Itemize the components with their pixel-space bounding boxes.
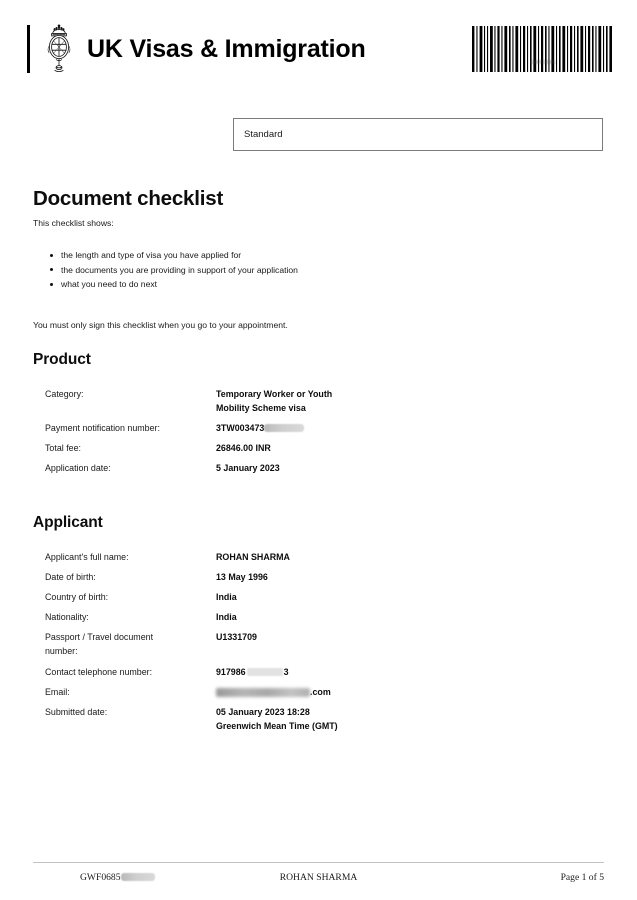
section-heading-applicant: Applicant	[33, 514, 103, 531]
barcode-block	[471, 26, 615, 68]
page-title: Document checklist	[33, 187, 224, 210]
footer-page-number: Page 1 of 5	[560, 872, 604, 883]
redaction-bar	[264, 424, 304, 432]
field-value-line1: 05 January 2023 18:28	[216, 707, 310, 717]
email-suffix: .com	[310, 687, 331, 697]
field-label: Country of birth:	[45, 592, 109, 602]
field-value: U1331709	[216, 632, 257, 642]
field-label: Date of birth:	[45, 572, 96, 582]
field-value: India	[216, 592, 237, 602]
checklist-bullets	[50, 248, 298, 292]
footer-divider	[33, 862, 604, 863]
field-label: Payment notification number:	[45, 423, 160, 433]
page-masthead	[0, 0, 637, 100]
field-label: Total fee:	[45, 443, 82, 453]
field-value: 5 January 2023	[216, 463, 280, 473]
service-level-value: Standard	[244, 129, 283, 140]
intro-text: This checklist shows:	[33, 218, 114, 228]
field-value: India	[216, 612, 237, 622]
footer-applicant-name: ROHAN SHARMA	[279, 872, 358, 883]
phone-prefix: 917986	[216, 667, 246, 677]
field-value: ROHAN SHARMA	[216, 552, 290, 562]
field-value-line1: Temporary Worker or Youth	[216, 389, 333, 399]
brand-divider-bar	[27, 25, 30, 73]
field-value-line2: Mobility Scheme visa	[216, 402, 306, 413]
field-value-line2: Greenwich Mean Time (GMT)	[216, 720, 338, 731]
redaction-bar	[216, 688, 310, 697]
barcode-caption: GWF0685	[530, 60, 556, 66]
phone-suffix: 3	[283, 667, 289, 677]
field-value-text: 3TW003473	[216, 423, 265, 433]
list-item: what you need to do next	[50, 277, 298, 292]
field-value	[216, 706, 338, 733]
field-value: 13 May 1996	[216, 572, 268, 582]
field-value	[216, 686, 331, 700]
list-item: the documents you are providing in support of your application	[50, 263, 298, 278]
field-value: 26846.00 INR	[216, 443, 271, 453]
field-label: Applicant's full name:	[45, 552, 129, 562]
service-level-box	[233, 118, 603, 151]
list-item: the length and type of visa you have applied for	[50, 248, 298, 263]
redaction-bar	[247, 668, 283, 676]
field-value	[216, 422, 304, 436]
field-label	[45, 631, 210, 658]
footer-reference-text: GWF0685	[80, 872, 121, 883]
brand-title: UK Visas & Immigration	[87, 34, 366, 63]
field-label-line2: number:	[45, 645, 78, 656]
section-heading-product: Product	[33, 351, 91, 368]
field-label: Email:	[45, 687, 70, 697]
field-label: Contact telephone number:	[45, 667, 153, 677]
uk-royal-coat-of-arms-icon	[42, 24, 76, 74]
field-value	[216, 388, 332, 415]
signing-notice: You must only sign this checklist when you go to your appointment.	[33, 320, 288, 330]
field-label-line1: Passport / Travel document	[45, 632, 154, 642]
field-label: Nationality:	[45, 612, 89, 622]
field-value	[216, 666, 289, 680]
field-label: Application date:	[45, 463, 111, 473]
brand-lockup	[27, 24, 366, 74]
field-label: Submitted date:	[45, 707, 108, 717]
field-label: Category:	[45, 389, 84, 399]
